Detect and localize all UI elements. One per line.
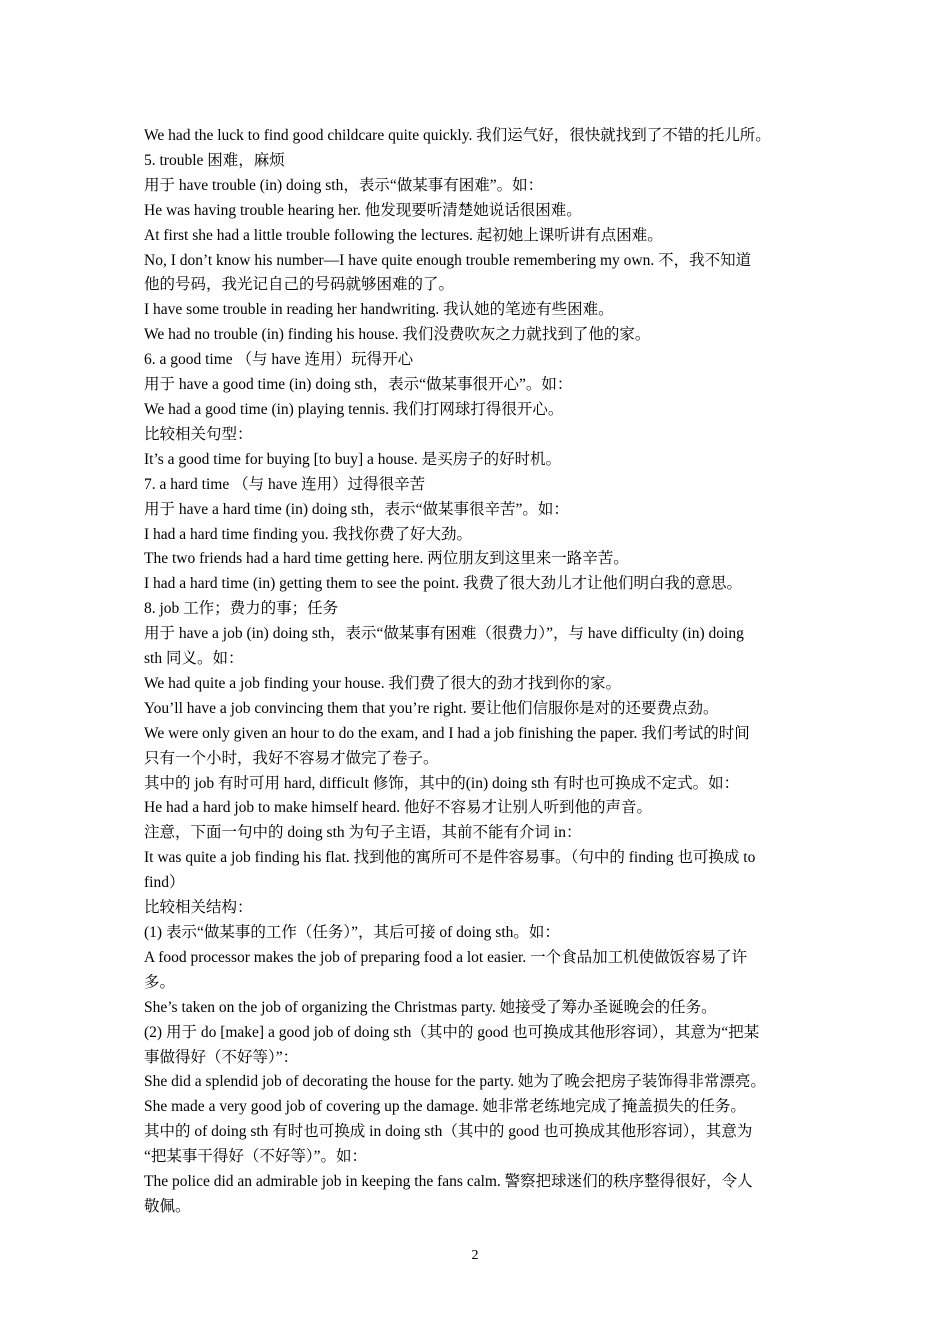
text-line: 其中的 of doing sth 有时也可换成 in doing sth（其中的 good 也可换成其他形容词），其意为	[144, 1123, 753, 1141]
text-line: He was having trouble hearing her. 他发现要听清楚她说话很困难。	[144, 201, 582, 219]
text-line: We had a good time (in) playing tennis. 我们打网球打得很开心。	[144, 400, 564, 418]
text-line: 8. job 工作；费力的事；任务	[144, 600, 339, 618]
document-body	[144, 124, 816, 1220]
text-line: 注意，下面一句中的 doing sth 为句子主语，其前不能有介词 in：	[144, 824, 582, 842]
text-line: 敬佩。	[144, 1197, 191, 1215]
text-line: (2) 用于 do [make] a good job of doing sth（其中的 good 也可换成其他形容词），其意为“把某	[144, 1023, 760, 1041]
text-line: She did a splendid job of decorating the house for the party. 她为了晚会把房子装饰得非常漂亮。	[144, 1073, 766, 1091]
text-line: He had a hard job to make himself heard. 他好不容易才让别人听到他的声音。	[144, 799, 652, 817]
text-line: 多。	[144, 973, 176, 991]
text-line: 7. a hard time （与 have 连用）过得很辛苦	[144, 475, 426, 493]
text-line: We were only given an hour to do the exam, and I had a job finishing the paper. 我们考试的时间	[144, 724, 750, 742]
text-line: The police did an admirable job in keeping the fans calm. 警察把球迷们的秩序整得很好，令人	[144, 1173, 753, 1191]
text-line: No, I don’t know his number—I have quite enough trouble remembering my own. 不，我不知道	[144, 251, 752, 269]
text-line: The two friends had a hard time getting here. 两位朋友到这里来一路辛苦。	[144, 550, 629, 568]
text-line: 5. trouble 困难，麻烦	[144, 151, 285, 169]
text-line: I have some trouble in reading her handwriting. 我认她的笔迹有些困难。	[144, 301, 614, 319]
text-line: We had the luck to find good childcare quite quickly. 我们运气好，很快就找到了不错的托儿所。	[144, 127, 771, 144]
text-line: It was quite a job finding his flat. 找到他的寓所可不是件容易事。（句中的 finding 也可换成 to	[144, 849, 756, 867]
text-line: 用于 have a good time (in) doing sth，表示“做某事很开心”。如：	[144, 376, 573, 394]
text-line: We had quite a job finding your house. 我们费了很大的劲才找到你的家。	[144, 674, 622, 692]
text-line: I had a hard time finding you. 我找你费了好大劲。	[144, 525, 473, 543]
text-line: 比较相关结构：	[144, 899, 253, 917]
text-line: 其中的 job 有时可用 hard, difficult 修饰，其中的(in) doing sth 有时也可换成不定式。如：	[144, 774, 740, 792]
text-line: We had no trouble (in) finding his house. 我们没费吹灰之力就找到了他的家。	[144, 326, 651, 344]
text-line: 用于 have trouble (in) doing sth，表示“做某事有困难”。如：	[144, 176, 544, 194]
text-line: sth 同义。如：	[144, 650, 244, 668]
text-line: 只有一个小时，我好不容易才做完了卷子。	[144, 749, 439, 767]
text-line: She made a very good job of covering up the damage. 她非常老练地完成了掩盖损失的任务。	[144, 1098, 746, 1116]
text-line: You’ll have a job convincing them that you’re right. 要让他们信服你是对的还要费点劲。	[144, 699, 719, 717]
text-line: 6. a good time （与 have 连用）玩得开心	[144, 351, 414, 369]
text-line: 他的号码，我光记自己的号码就够困难的了。	[144, 276, 455, 294]
text-line: (1) 表示“做某事的工作（任务）”，其后可接 of doing sth。如：	[144, 924, 560, 941]
text-line: 用于 have a job (in) doing sth，表示“做某事有困难（很费力）”，与 have difficulty (in) doing	[144, 625, 744, 643]
text-line: I had a hard time (in) getting them to see the point. 我费了很大劲儿才让他们明白我的意思。	[144, 575, 742, 593]
text-line: find）	[144, 874, 185, 892]
text-line: 事做得好（不好等）”：	[144, 1048, 299, 1066]
text-line: She’s taken on the job of organizing the Christmas party. 她接受了筹办圣诞晚会的任务。	[144, 998, 717, 1016]
text-line: 用于 have a hard time (in) doing sth，表示“做某事很辛苦”。如：	[144, 500, 569, 518]
text-line: A food processor makes the job of preparing food a lot easier. 一个食品加工机使做饭容易了许	[144, 948, 748, 966]
page-number: 2	[471, 1248, 479, 1263]
text-line: It’s a good time for buying [to buy] a house. 是买房子的好时机。	[144, 450, 562, 468]
text-line: 比较相关句型：	[144, 425, 253, 443]
text-line: “把某事干得好（不好等）”。如：	[144, 1148, 368, 1166]
text-line: At first she had a little trouble following the lectures. 起初她上课听讲有点困难。	[144, 226, 663, 244]
